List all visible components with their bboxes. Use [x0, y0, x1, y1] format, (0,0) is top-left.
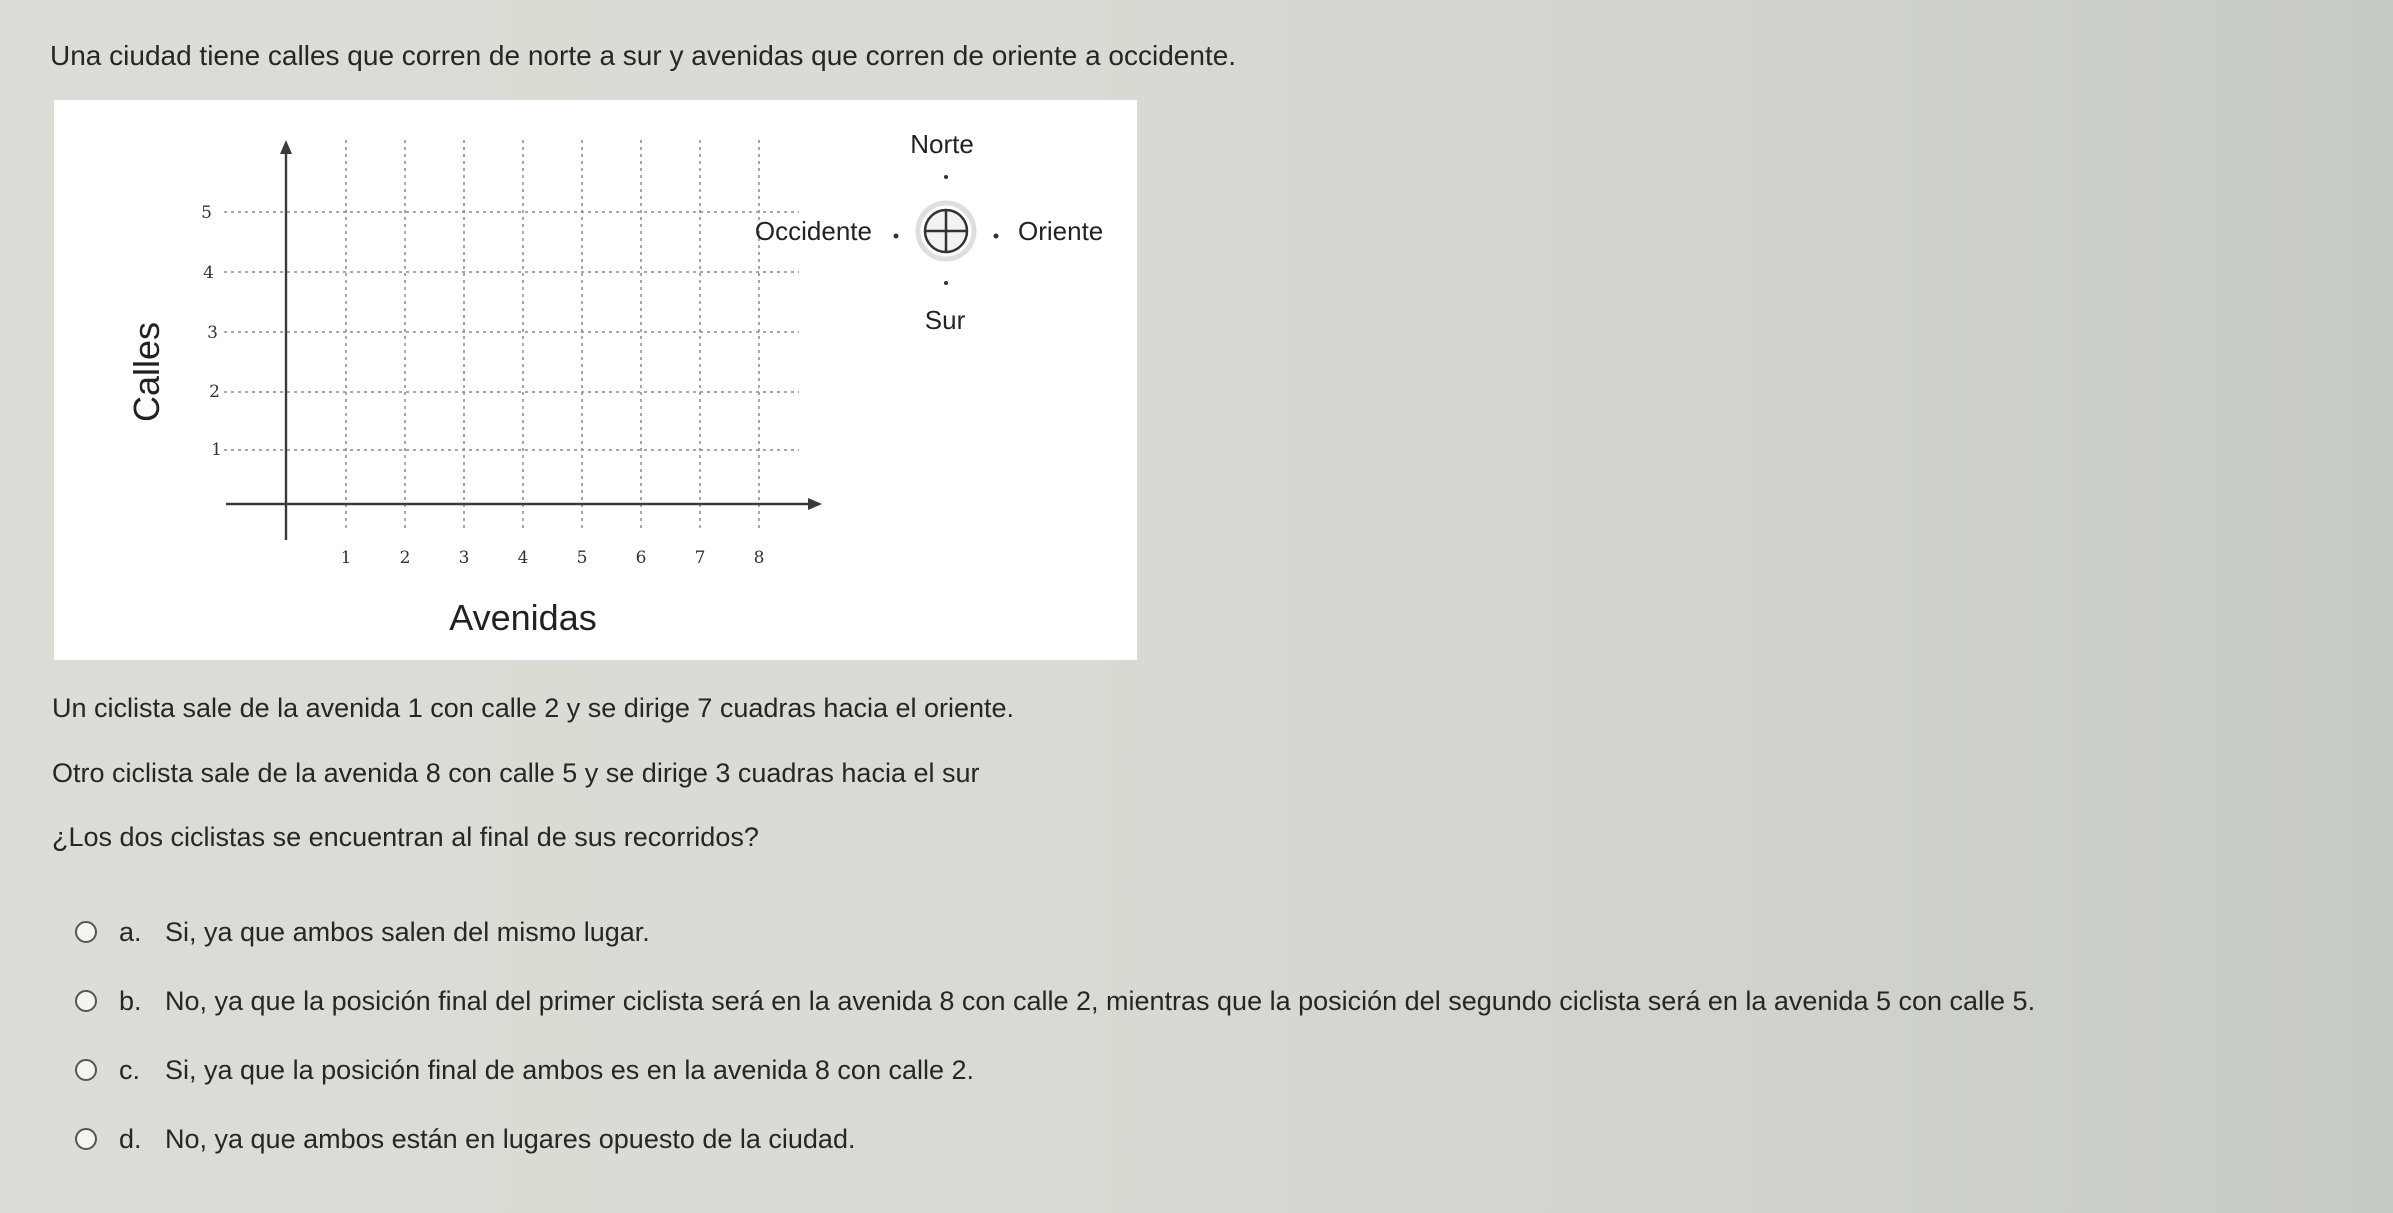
compass-rose-icon	[894, 175, 999, 285]
street-grid-diagram	[54, 100, 1137, 660]
x-tick-4: 4	[517, 548, 529, 568]
option-text: Si, ya que la posición final de ambos es en la avenida 8 con calle 2.	[165, 1054, 975, 1085]
question-prompt: ¿Los dos ciclistas se encuentran al final de sus recorridos?	[52, 822, 759, 852]
radio-button-c[interactable]	[75, 1059, 97, 1081]
x-tick-6: 6	[635, 548, 647, 568]
x-axis-arrow	[808, 498, 822, 510]
y-tick-5: 5	[201, 203, 212, 223]
option-d[interactable]	[75, 1122, 2035, 1156]
x-tick-2: 2	[399, 548, 411, 568]
option-text: Si, ya que ambos salen del mismo lugar.	[165, 916, 650, 947]
grid-verticals	[346, 140, 759, 530]
option-a[interactable]	[75, 915, 2035, 949]
cyclist-two-text: Otro ciclista sale de la avenida 8 con calle 5 y se dirige 3 cuadras hacia el sur	[52, 758, 980, 788]
compass-north-label: Norte	[910, 129, 974, 159]
cyclist-one-text: Un ciclista sale de la avenida 1 con calle 2 y se dirige 7 cuadras hacia el oriente.	[52, 693, 1015, 723]
option-letter: d.	[119, 1123, 142, 1154]
x-tick-8: 8	[753, 548, 765, 568]
y-tick-1: 1	[211, 440, 222, 460]
y-tick-4: 4	[203, 263, 214, 283]
x-tick-5: 5	[576, 548, 588, 568]
option-letter: c.	[119, 1054, 141, 1085]
street-grid-figure	[54, 100, 1137, 660]
x-tick-7: 7	[694, 548, 706, 568]
y-tick-2: 2	[209, 382, 220, 402]
y-tick-3: 3	[207, 323, 218, 343]
x-tick-3: 3	[458, 548, 470, 568]
compass-west-label: Occidente	[754, 216, 872, 246]
compass-south-label: Sur	[924, 305, 966, 335]
answer-options	[75, 915, 2035, 1191]
option-text: No, ya que la posición final del primer ciclista será en la avenida 8 con calle 2, mientras que la posición del segundo ciclista será en la avenida 5 con calle 5.	[165, 985, 2036, 1016]
compass-east-label: Oriente	[1018, 216, 1104, 246]
x-axis-title: Avenidas	[449, 597, 597, 638]
y-axis-arrow	[280, 140, 292, 154]
x-tick-1: 1	[340, 548, 352, 568]
grid-horizontals	[224, 212, 799, 450]
y-axis-title: Calles	[126, 321, 167, 423]
option-text: No, ya que ambos están en lugares opuesto de la ciudad.	[165, 1123, 856, 1154]
option-letter: a.	[119, 916, 142, 947]
radio-button-a[interactable]	[75, 921, 97, 943]
option-b[interactable]	[75, 984, 2035, 1018]
option-c[interactable]	[75, 1053, 2035, 1087]
radio-button-b[interactable]	[75, 990, 97, 1012]
radio-button-d[interactable]	[75, 1128, 97, 1150]
option-letter: b.	[119, 985, 142, 1016]
question-intro: Una ciudad tiene calles que corren de norte a sur y avenidas que corren de oriente a occidente.	[50, 40, 1237, 71]
